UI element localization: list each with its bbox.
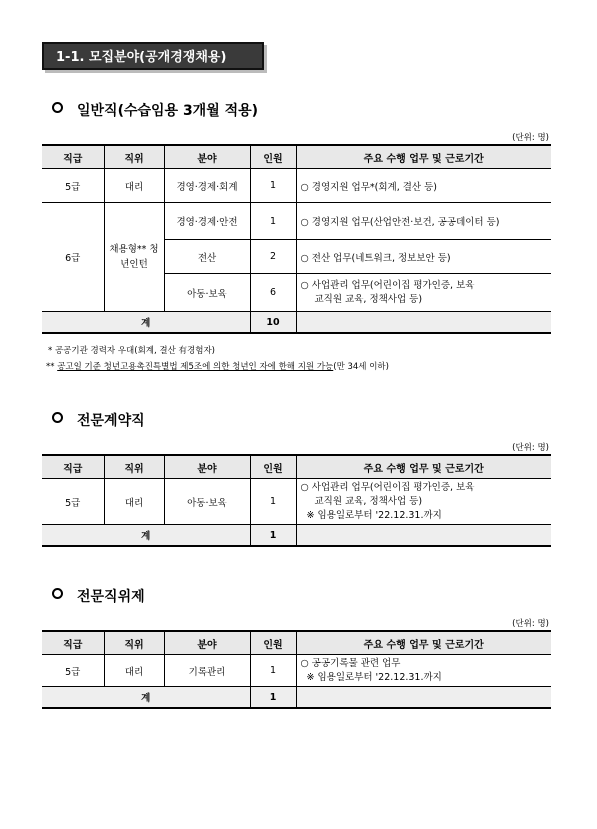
footnote-1: * 공공기관 경력자 우대(회계, 결산 有경험자) [48,346,215,356]
total-count: 10 [250,312,296,334]
cell-count: 2 [250,240,296,274]
cell-count: 6 [250,274,296,312]
footnote-2-mark: ** [46,362,55,372]
total-count: 1 [250,525,296,547]
cell-grade: 5급 [42,169,104,203]
table-row [42,203,551,240]
unit-label: (단위: 명) [512,443,549,453]
cell-grade: 5급 [42,655,104,687]
cell-count: 1 [250,479,296,525]
general-table [42,144,551,334]
circle-bullet-icon [52,102,63,113]
cell-position: 채용형** 청년인턴 [104,203,164,312]
total-row [42,525,551,547]
header-count: 인원 [250,455,296,479]
duty-line: 교직원 교육, 정책사업 등) [314,495,423,507]
cell-duty: ○ 경영지원 업무(산업안전·보건, 공공데이터 등) [296,203,551,240]
duty-line: ○ 사업관리 업무(어린이집 평가인증, 보육 [300,481,475,493]
total-empty [296,312,551,334]
table-row [42,169,551,203]
total-count: 1 [250,687,296,709]
footnote-2-suffix: (만 34세 이하) [333,362,389,372]
duty-line: ○ 사업관리 업무(어린이집 평가인증, 보육 [300,279,475,291]
cell-field: 아동·보육 [164,274,250,312]
header-grade: 직급 [42,145,104,169]
header-position: 직위 [104,455,164,479]
cell-field: 전산 [164,240,250,274]
cell-field: 경영·경제·회계 [164,169,250,203]
total-label: 계 [42,312,250,334]
table-header-row [42,631,551,655]
circle-bullet-icon [52,588,63,599]
unit-label: (단위: 명) [512,619,549,629]
cell-field: 아동·보육 [164,479,250,525]
footnote-2 [46,360,389,372]
header-duty: 주요 수행 업무 및 근로기간 [296,145,551,169]
cell-count: 1 [250,169,296,203]
header-field: 분야 [164,455,250,479]
duty-line: ※ 임용일로부터 '22.12.31.까지 [306,509,442,521]
header-duty: 주요 수행 업무 및 근로기간 [296,455,551,479]
cell-position: 대리 [104,169,164,203]
duty-line: 교직원 교육, 정책사업 등) [314,293,423,305]
table-header-row [42,145,551,169]
cell-field: 기록관리 [164,655,250,687]
total-label: 계 [42,687,250,709]
header-grade: 직급 [42,631,104,655]
specialist-title-text: 전문직위제 [77,589,145,605]
header-position: 직위 [104,631,164,655]
total-row [42,312,551,334]
cell-duty [296,479,551,525]
total-empty [296,525,551,547]
contract-title-text: 전문계약직 [77,413,145,429]
header-field: 분야 [164,145,250,169]
unit-label: (단위: 명) [512,133,549,143]
table-row [42,655,551,687]
total-row [42,687,551,709]
cell-grade: 6급 [42,203,104,312]
general-section-title [52,100,258,120]
total-empty [296,687,551,709]
header-count: 인원 [250,631,296,655]
cell-duty [296,274,551,312]
cell-grade: 5급 [42,479,104,525]
total-label: 계 [42,525,250,547]
header-position: 직위 [104,145,164,169]
general-title-text: 일반직(수습임용 3개월 적용) [77,103,259,119]
header-grade: 직급 [42,455,104,479]
table-row [42,479,551,525]
contract-section-title [52,410,145,430]
cell-duty: ○ 경영지원 업무*(회계, 결산 등) [296,169,551,203]
cell-count: 1 [250,203,296,240]
cell-duty [296,655,551,687]
specialist-section-title [52,586,145,606]
cell-position: 대리 [104,479,164,525]
footnote-2-underlined: 공고일 기준 청년고용촉진특별법 제5조에 의한 청년인 자에 한해 지원 가능 [57,362,334,372]
cell-duty: ○ 전산 업무(네트워크, 정보보안 등) [296,240,551,274]
circle-bullet-icon [52,412,63,423]
cell-field: 경영·경제·안전 [164,203,250,240]
header-field: 분야 [164,631,250,655]
specialist-table [42,630,551,709]
contract-table [42,454,551,547]
cell-position: 대리 [104,655,164,687]
section-title-badge: 1-1. 모집분야(공개경쟁채용) [42,42,264,70]
header-duty: 주요 수행 업무 및 근로기간 [296,631,551,655]
duty-line: ※ 임용일로부터 '22.12.31.까지 [306,671,442,683]
duty-line: ○ 공공기록물 관련 업무 [300,657,401,669]
table-header-row [42,455,551,479]
header-count: 인원 [250,145,296,169]
cell-count: 1 [250,655,296,687]
